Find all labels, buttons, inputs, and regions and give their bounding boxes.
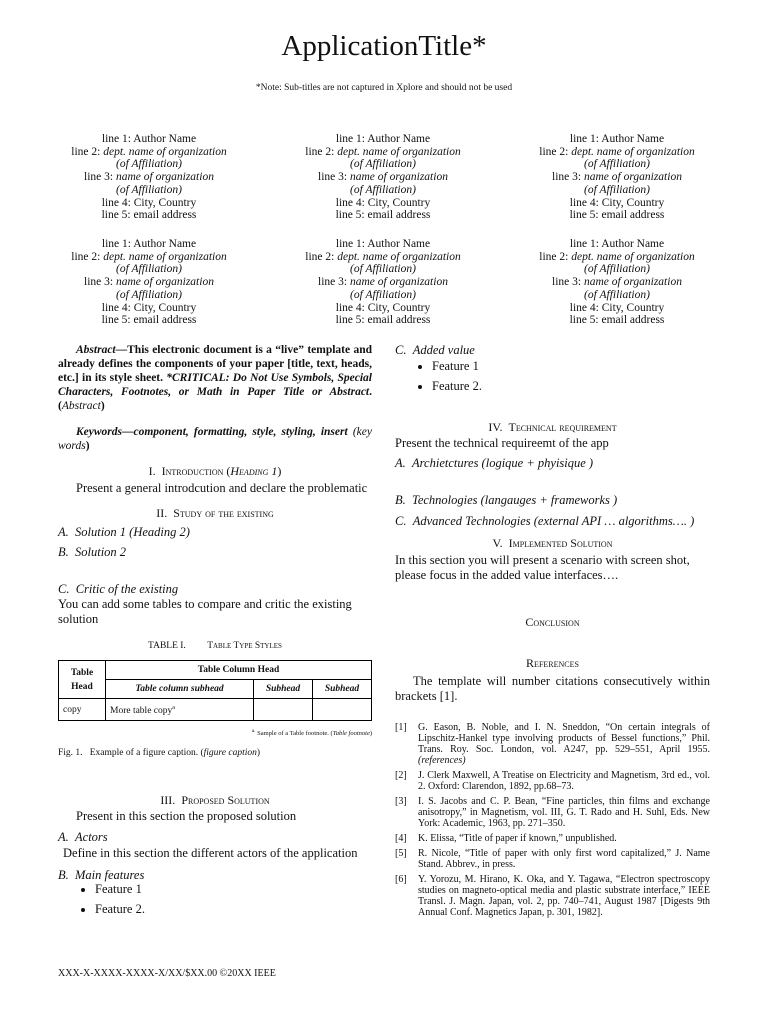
reference-text: Y. Yorozu, M. Hirano, K. Oka, and Y. Tagawa, “Electron spectroscopy studies on magneto-optical media and plastic substrate interface,” IEEE Transl. J. Magn. Japan, vol. 2, pp. 740–741, August 1987 [Digests 9th Annual Conf. Magnetics Japan, p. 301, 1982].	[418, 874, 710, 918]
list-item: • Feature 1	[432, 359, 710, 374]
reference-text: J. Clerk Maxwell, A Treatise on Electricity and Magnetism, 3rd ed., vol. 2. Oxford: Clarendon, 1892, pp.68–73.	[418, 770, 710, 792]
reference-list	[395, 722, 710, 918]
author-name-line: line 1: Author Name	[335, 133, 431, 145]
author-name-line: line 1: Author Name	[569, 133, 665, 145]
table-footnote: $^{a.}$ Sample of a Table footnote. (Table footnote)	[251, 728, 372, 738]
actors-body: Define in this section the different actors of the application	[63, 846, 358, 861]
list-item: • Feature 2.	[95, 902, 372, 917]
subsection-solution-2: B. Solution 2	[58, 545, 127, 559]
author-affiliation-note: (of Affiliation)	[350, 288, 416, 301]
author-org-line: line 3: name of organization	[84, 171, 214, 184]
subsection-solution-1: A. Solution 1 (Heading 2)	[58, 525, 190, 539]
author-org-line: line 3: name of organization	[552, 276, 682, 289]
author-email-line: line 5: email address	[101, 314, 197, 327]
reference-item	[395, 796, 710, 829]
author-affiliation-note: (of Affiliation)	[584, 158, 650, 171]
author-affiliation-note: (of Affiliation)	[350, 183, 416, 196]
reference-number: [4]	[395, 833, 407, 844]
author-email-line: line 5: email address	[335, 314, 431, 327]
left-column	[58, 343, 372, 917]
copyright-footer: XXX-X-XXXX-XXXX-X/XX/$XX.00 ©20XX IEEE	[58, 968, 276, 979]
section-heading-introduction: I. Introduction (Heading 1)	[148, 464, 282, 478]
table-subhead: Subhead	[254, 680, 313, 699]
section-heading-existing: II. Study of the existing	[156, 506, 274, 520]
section-heading-implemented: V. Implemented Solution	[492, 536, 613, 550]
table-subhead: Subhead	[313, 680, 372, 699]
author-city-line: line 4: City, Country	[569, 196, 665, 209]
author-block	[263, 133, 503, 222]
section-heading-technical: IV. Technical requirement	[488, 420, 617, 434]
table-column-head: Table Column Head	[106, 661, 372, 680]
author-affiliation-note: (of Affiliation)	[350, 158, 416, 171]
abstract: Abstract—This electronic document is a “live” template and already defines the components of your paper [title, text, heads, etc.] in its style sheet. *CRITICAL: Do Not Use Symbols, Special Characters, Footnotes, or Math in Paper Title or Abstract. (Abstract)	[58, 344, 372, 412]
author-block	[263, 238, 503, 327]
author-name-line: line 1: Author Name	[101, 133, 197, 145]
author-dept-line: line 2: dept. name of organization	[539, 145, 695, 158]
reference-number: [5]	[395, 848, 407, 859]
table-subhead: Table column subhead	[106, 680, 254, 699]
reference-text: R. Nicole, “Title of paper with only first word capitalized,” J. Name Stand. Abbrev., in press.	[418, 848, 710, 870]
author-org-line: line 3: name of organization	[318, 276, 448, 289]
author-name-line: line 1: Author Name	[569, 238, 665, 250]
subsection-critic: C. Critic of the existing	[58, 582, 179, 596]
subsection-advanced-technologies: C. Advanced Technologies (external API … algorithms…. )	[395, 514, 695, 528]
author-city-line: line 4: City, Country	[101, 301, 197, 314]
author-email-line: line 5: email address	[569, 209, 665, 222]
author-email-line: line 5: email address	[335, 209, 431, 222]
proposed-body: Present in this section the proposed solution	[76, 809, 297, 824]
introduction-body: Present a general introdcution and declare the problematic	[76, 481, 368, 495]
author-city-line: line 4: City, Country	[335, 301, 431, 314]
figure-caption: Fig. 1. Example of a figure caption. (figure caption)	[58, 748, 261, 759]
author-affiliation-note: (of Affiliation)	[584, 263, 650, 276]
added-value-list	[395, 359, 710, 394]
reference-item	[395, 833, 710, 844]
subsection-architectures: A. Archietctures (logique + phyisique )	[395, 456, 594, 470]
author-dept-line: line 2: dept. name of organization	[71, 145, 227, 158]
list-item: • Feature 1	[95, 882, 372, 897]
author-city-line: line 4: City, Country	[569, 301, 665, 314]
author-org-line: line 3: name of organization	[318, 171, 448, 184]
author-affiliation-note: (of Affiliation)	[584, 183, 650, 196]
author-org-line: line 3: name of organization	[84, 276, 214, 289]
table-cell: copy	[59, 699, 106, 721]
author-dept-line: line 2: dept. name of organization	[305, 145, 461, 158]
author-dept-line: line 2: dept. name of organization	[305, 250, 461, 263]
author-name-line: line 1: Author Name	[335, 238, 431, 250]
reference-text: K. Elissa, “Title of paper if known,” unpublished.	[418, 833, 617, 844]
author-name-line: line 1: Author Name	[101, 238, 197, 250]
author-city-line: line 4: City, Country	[101, 196, 197, 209]
right-column	[395, 343, 710, 922]
keywords: Keywords—component, formatting, style, styling, insert (key words)	[58, 426, 372, 452]
reference-item	[395, 848, 710, 870]
subsection-technologies: B. Technologies (langauges + frameworks )	[395, 493, 618, 507]
table-caption: TABLE I. Table Type Styles	[148, 641, 282, 651]
author-affiliation-note: (of Affiliation)	[584, 288, 650, 301]
table-head-cell: Table Head	[59, 661, 106, 699]
author-affiliation-note: (of Affiliation)	[116, 288, 182, 301]
reference-number: [1]	[395, 722, 407, 733]
author-org-line: line 3: name of organization	[552, 171, 682, 184]
reference-style-note: (references)	[418, 755, 466, 766]
author-affiliation-note: (of Affiliation)	[350, 263, 416, 276]
implemented-body: In this section you will present a scenario with screen shot, please focus in the added value interfaces….	[395, 553, 690, 582]
list-item: • Feature 2.	[432, 379, 710, 394]
subsection-added-value: C. Added value	[395, 343, 475, 357]
section-heading-conclusion: Conclusion	[525, 615, 580, 629]
reference-number: [3]	[395, 796, 407, 807]
author-dept-line: line 2: dept. name of organization	[71, 250, 227, 263]
references-intro: The template will number citations consecutively within brackets [1].	[395, 674, 710, 703]
author-block	[497, 238, 737, 327]
subsection-main-features: B. Main features	[58, 868, 145, 883]
reference-text: I. S. Jacobs and C. P. Bean, “Fine particles, thin films and exchange anisotropy,” in Magnetism, vol. III, G. T. Rado and H. Suhl, Eds. New York: Academic, 1963, pp. 271–350.	[418, 796, 710, 829]
author-affiliation-note: (of Affiliation)	[116, 183, 182, 196]
reference-number: [2]	[395, 770, 407, 781]
author-city-line: line 4: City, Country	[335, 196, 431, 209]
author-block	[497, 133, 737, 222]
author-affiliation-note: (of Affiliation)	[116, 158, 182, 171]
subsection-actors: A. Actors	[58, 830, 108, 845]
table-cell	[254, 699, 313, 721]
section-heading-proposed: III. Proposed Solution	[160, 793, 270, 808]
author-dept-line: line 2: dept. name of organization	[539, 250, 695, 263]
paper-title: ApplicationTitle*	[281, 30, 487, 62]
reference-item	[395, 874, 710, 918]
author-email-line: line 5: email address	[101, 209, 197, 222]
table-cell: More table copy$^a$	[106, 699, 254, 721]
data-table	[58, 660, 372, 721]
critic-body: You can add some tables to compare and critic the existing solution	[58, 597, 352, 626]
main-features-list	[58, 882, 372, 917]
section-heading-references: References	[526, 656, 579, 670]
author-affiliation-note: (of Affiliation)	[116, 263, 182, 276]
reference-item	[395, 722, 710, 766]
technical-body: Present the technical requireemt of the app	[395, 436, 609, 450]
reference-number: [6]	[395, 874, 407, 885]
author-block	[29, 133, 269, 222]
author-email-line: line 5: email address	[569, 314, 665, 327]
subtitle-note: *Note: Sub-titles are not captured in Xplore and should not be used	[255, 83, 513, 93]
reference-text: G. Eason, B. Noble, and I. N. Sneddon, “On certain integrals of Lipschitz-Hankel type involving products of Bessel functions,” Phil. Trans. Roy. Soc. London, vol. A247, pp. 529–551, April 1955.	[418, 722, 710, 755]
table-cell	[313, 699, 372, 721]
author-block	[29, 238, 269, 327]
reference-item	[395, 770, 710, 792]
